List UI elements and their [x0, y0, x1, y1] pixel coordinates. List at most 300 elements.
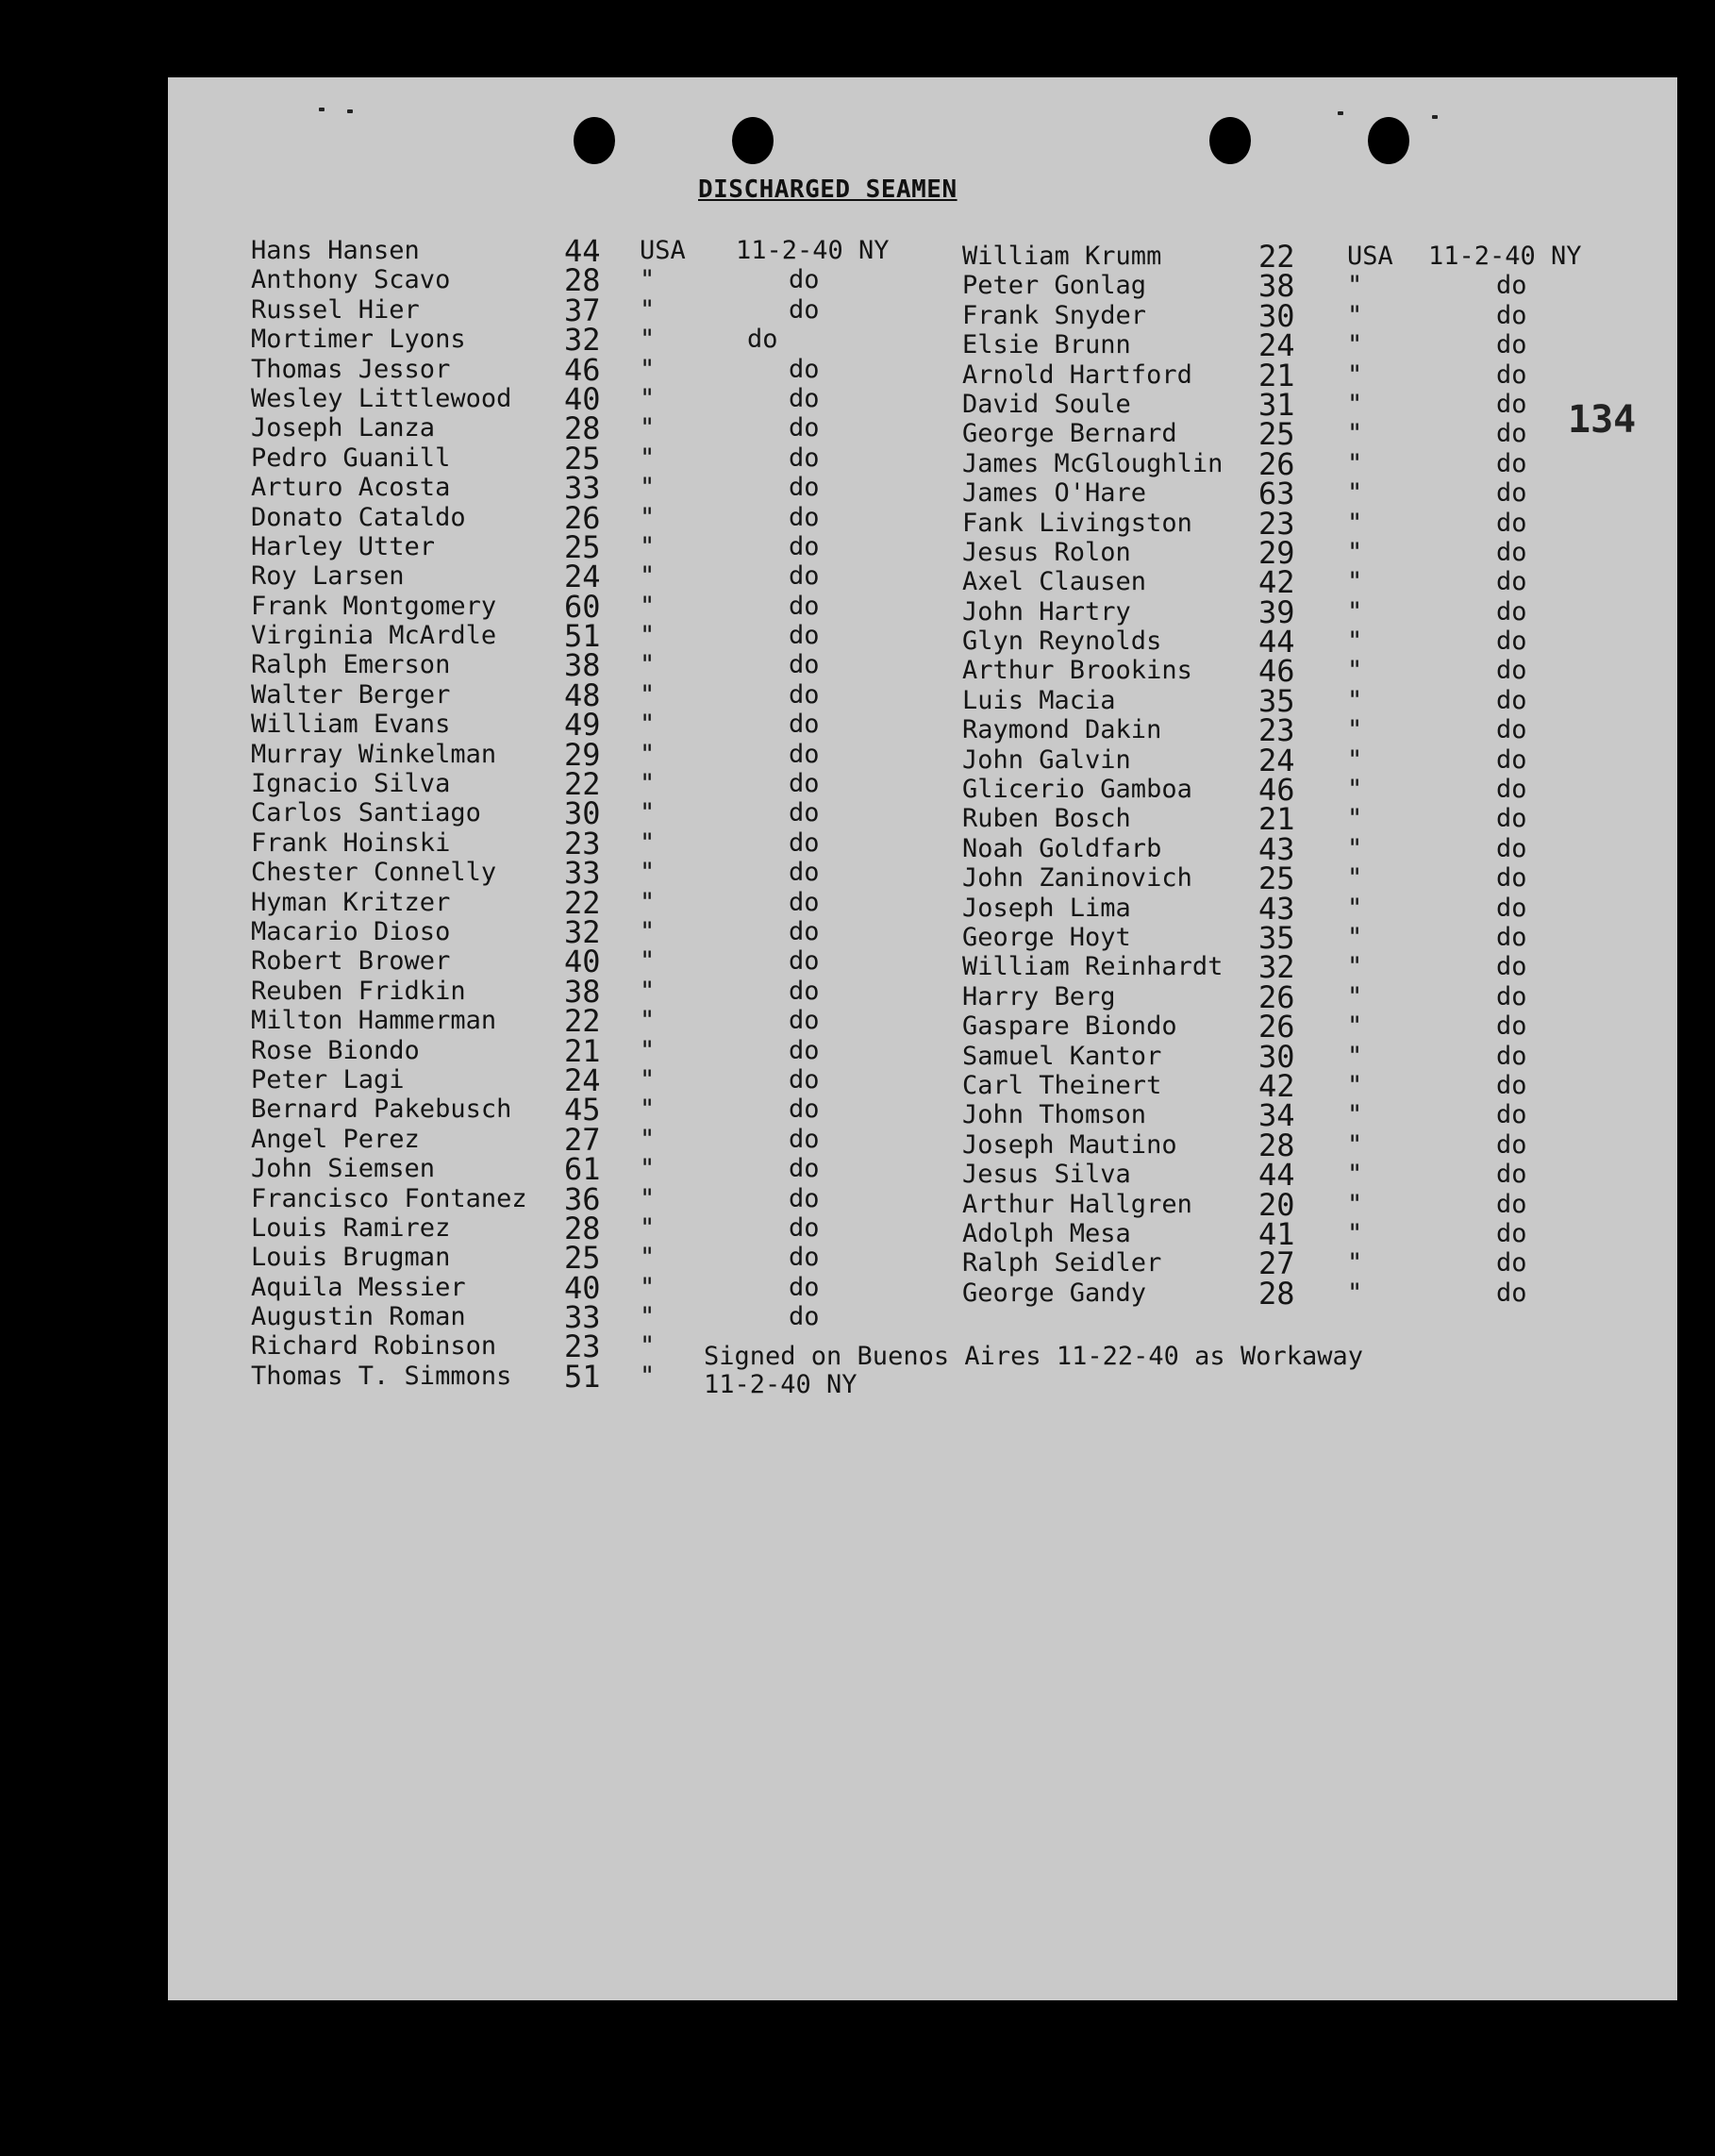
seaman-discharge: do	[1496, 627, 1527, 657]
seaman-row	[251, 499, 911, 536]
seaman-age: 26	[1258, 978, 1295, 1015]
seaman-discharge: do	[789, 383, 820, 413]
seaman-nationality: "	[1347, 744, 1363, 775]
seaman-discharge: 11-2-40 NY	[1428, 242, 1582, 271]
seaman-row	[251, 292, 911, 328]
seaman-name: Samuel Kantor	[962, 1041, 1162, 1071]
seaman-age: 20	[1258, 1186, 1295, 1223]
seaman-nationality: "	[1347, 1041, 1363, 1071]
seaman-nationality: "	[1347, 685, 1363, 715]
seaman-row	[251, 1269, 911, 1306]
seaman-name: Murray Winkelman	[251, 739, 497, 769]
seaman-row	[251, 559, 911, 595]
seaman-name: Gaspare Biondo	[962, 1011, 1177, 1042]
seaman-age: 63	[1258, 476, 1295, 512]
seaman-name: Hyman Kritzer	[251, 887, 451, 917]
left-seamen-list	[251, 233, 911, 1395]
seaman-row	[962, 505, 1660, 542]
seaman-name: Ignacio Silva	[251, 769, 451, 799]
seaman-row	[962, 1038, 1660, 1075]
seaman-nationality: "	[1347, 1011, 1363, 1042]
seaman-row	[251, 380, 911, 417]
seaman-nationality: "	[640, 354, 656, 384]
seaman-age: 28	[564, 262, 601, 299]
seaman-discharge: do	[789, 354, 820, 384]
page-number: 134	[1568, 398, 1637, 442]
seaman-age: 32	[564, 913, 601, 950]
seaman-nationality: "	[640, 591, 656, 621]
seaman-name: Ralph Emerson	[251, 650, 451, 680]
seaman-nationality: "	[1347, 508, 1363, 538]
seaman-age: 39	[1258, 593, 1295, 630]
seaman-row	[251, 795, 911, 832]
seaman-discharge: do	[1496, 508, 1527, 538]
seaman-row	[251, 825, 911, 861]
seaman-nationality: "	[640, 827, 656, 858]
seaman-age: 40	[564, 944, 601, 980]
seaman-row	[962, 564, 1660, 601]
seaman-row	[962, 1215, 1660, 1252]
seaman-discharge: do	[789, 502, 820, 532]
seaman-age: 37	[564, 292, 601, 328]
seaman-nationality: "	[1347, 922, 1363, 952]
seaman-row	[962, 534, 1660, 571]
punch-hole	[1368, 117, 1409, 164]
seaman-nationality: "	[1347, 893, 1363, 923]
seaman-nationality: "	[1347, 448, 1363, 478]
seaman-age: 24	[564, 559, 601, 595]
seaman-discharge: do	[747, 325, 778, 355]
seaman-name: Anthony Scavo	[251, 265, 451, 295]
seaman-discharge: do	[789, 946, 820, 977]
seaman-age: 43	[1258, 830, 1295, 867]
seaman-name: Arnold Hartford	[962, 359, 1192, 390]
seaman-name: John Thomson	[962, 1100, 1147, 1130]
seaman-discharge: do	[1496, 448, 1527, 478]
seaman-name: Chester Connelly	[251, 858, 497, 888]
seaman-discharge: do	[789, 679, 820, 710]
seaman-age: 34	[1258, 1097, 1295, 1134]
seaman-row	[962, 1097, 1660, 1134]
seaman-nationality: "	[640, 1302, 656, 1332]
document-title: DISCHARGED SEAMEN	[698, 175, 957, 204]
seaman-nationality: "	[640, 798, 656, 828]
seaman-name: Carl Theinert	[962, 1070, 1162, 1100]
seaman-discharge: do	[1496, 567, 1527, 597]
right-seamen-list	[962, 239, 1660, 1312]
seaman-discharge: do	[789, 650, 820, 680]
seaman-discharge: do	[1496, 744, 1527, 775]
seaman-age: 46	[1258, 772, 1295, 809]
seaman-name: John Hartry	[962, 596, 1131, 627]
seaman-discharge: do	[789, 413, 820, 443]
seaman-discharge: do	[789, 739, 820, 769]
seaman-nationality: "	[640, 473, 656, 503]
seaman-row	[251, 588, 911, 625]
seaman-name: Ruben Bosch	[962, 804, 1131, 834]
seaman-discharge: do	[789, 561, 820, 592]
seaman-age: 46	[1258, 653, 1295, 690]
seaman-row	[251, 944, 911, 980]
seaman-nationality: "	[640, 1095, 656, 1125]
seaman-nationality: "	[640, 1243, 656, 1273]
seaman-age: 25	[564, 440, 601, 476]
seaman-age: 60	[564, 588, 601, 625]
seaman-row	[962, 682, 1660, 719]
seaman-row	[251, 1061, 911, 1098]
seaman-row	[962, 919, 1660, 956]
seaman-name: John Siemsen	[251, 1154, 436, 1184]
seaman-nationality: "	[640, 650, 656, 680]
seaman-nationality: "	[1347, 271, 1363, 301]
seaman-nationality: "	[640, 1124, 656, 1154]
seaman-discharge: do	[1496, 330, 1527, 360]
workaway-date: 11-2-40 NY	[704, 1370, 858, 1399]
seaman-nationality: "	[1347, 1100, 1363, 1130]
seaman-nationality: "	[1347, 1248, 1363, 1279]
seaman-nationality: "	[640, 1154, 656, 1184]
seaman-nationality: "	[1347, 1160, 1363, 1190]
seaman-row	[962, 1157, 1660, 1194]
seaman-discharge: do	[1496, 1278, 1527, 1308]
seaman-discharge: do	[1496, 596, 1527, 627]
seaman-row	[962, 772, 1660, 809]
seaman-discharge: do	[1496, 359, 1527, 390]
seaman-age: 21	[1258, 801, 1295, 838]
seaman-discharge: do	[1496, 537, 1527, 567]
seaman-name: Joseph Mautino	[962, 1129, 1177, 1160]
seaman-nationality: "	[640, 1212, 656, 1243]
seaman-name: Joseph Lima	[962, 893, 1131, 923]
seaman-discharge: do	[789, 294, 820, 325]
seaman-age: 33	[564, 470, 601, 507]
seaman-name: Macario Dioso	[251, 916, 451, 946]
seaman-discharge: do	[789, 591, 820, 621]
seaman-age: 23	[564, 1329, 601, 1365]
seaman-name: Harry Berg	[962, 981, 1116, 1011]
seaman-name: Fank Livingston	[962, 508, 1192, 538]
seaman-nationality: "	[640, 887, 656, 917]
seaman-name: John Zaninovich	[962, 863, 1192, 894]
seaman-discharge: do	[1496, 1070, 1527, 1100]
seaman-name: Augustin Roman	[251, 1302, 466, 1332]
seaman-nationality: "	[640, 679, 656, 710]
seaman-name: Thomas Jessor	[251, 354, 451, 384]
seaman-discharge: do	[789, 1154, 820, 1184]
seaman-row	[251, 1299, 911, 1336]
seaman-age: 28	[564, 410, 601, 447]
seaman-age: 38	[564, 647, 601, 684]
seaman-name: Milton Hammerman	[251, 1006, 497, 1036]
seaman-discharge: do	[789, 827, 820, 858]
seaman-nationality: "	[640, 502, 656, 532]
seaman-age: 27	[564, 1121, 601, 1158]
seaman-row	[251, 1180, 911, 1217]
seaman-age: 32	[1258, 949, 1295, 986]
seaman-nationality: "	[1347, 419, 1363, 449]
seaman-name: Rose Biondo	[251, 1035, 420, 1065]
seaman-row	[251, 1210, 911, 1246]
seaman-row	[962, 1275, 1660, 1312]
seaman-nationality: "	[1347, 1070, 1363, 1100]
seaman-age: 33	[564, 855, 601, 892]
seaman-row	[251, 1003, 911, 1040]
seaman-age: 26	[1258, 1009, 1295, 1045]
seaman-age: 28	[564, 1210, 601, 1246]
seaman-name: George Bernard	[962, 419, 1177, 449]
seaman-name: Axel Clausen	[962, 567, 1147, 597]
seaman-discharge: do	[789, 858, 820, 888]
seaman-name: Hans Hansen	[251, 236, 420, 265]
seaman-row	[962, 239, 1660, 275]
seaman-discharge: do	[789, 621, 820, 651]
seaman-nationality: "	[640, 1006, 656, 1036]
seaman-age: 23	[564, 825, 601, 861]
seaman-nationality: "	[1347, 715, 1363, 745]
seaman-age: 44	[1258, 624, 1295, 660]
seaman-discharge: do	[1496, 1218, 1527, 1248]
seaman-row	[251, 1121, 911, 1158]
seaman-row	[962, 624, 1660, 660]
seaman-name: Jesus Silva	[962, 1160, 1131, 1190]
seaman-name: Peter Gonlag	[962, 271, 1147, 301]
seaman-discharge: do	[1496, 804, 1527, 834]
seaman-name: William Reinhardt	[962, 952, 1224, 982]
seaman-row	[251, 913, 911, 950]
seaman-discharge: do	[1496, 863, 1527, 894]
seaman-row	[251, 677, 911, 713]
seaman-nationality: "	[1347, 1218, 1363, 1248]
seaman-discharge: do	[1496, 833, 1527, 863]
seaman-discharge: do	[1496, 685, 1527, 715]
seaman-discharge: do	[1496, 1100, 1527, 1130]
seaman-nationality: "	[1347, 478, 1363, 509]
seaman-age: 22	[564, 884, 601, 921]
seaman-discharge: do	[1496, 715, 1527, 745]
seaman-nationality: "	[640, 383, 656, 413]
seaman-row	[251, 262, 911, 299]
seaman-nationality: "	[1347, 596, 1363, 627]
seaman-discharge: do	[789, 1183, 820, 1213]
ink-speck	[1338, 111, 1343, 115]
seaman-age: 48	[564, 677, 601, 713]
seaman-name: Angel Perez	[251, 1124, 420, 1154]
seaman-discharge: do	[789, 1243, 820, 1273]
seaman-nationality: "	[640, 443, 656, 473]
seaman-discharge: 11-2-40 NY	[736, 236, 890, 265]
seaman-discharge: do	[789, 1302, 820, 1332]
seaman-nationality: "	[640, 294, 656, 325]
seaman-discharge: do	[1496, 1011, 1527, 1042]
seaman-nationality: "	[640, 858, 656, 888]
seaman-age: 24	[564, 1061, 601, 1098]
seaman-nationality: "	[1347, 656, 1363, 686]
seaman-age: 40	[564, 1269, 601, 1306]
seaman-name: Noah Goldfarb	[962, 833, 1162, 863]
seaman-nationality: "	[1347, 833, 1363, 863]
seaman-name: Frank Hoinski	[251, 827, 451, 858]
seaman-name: Wesley Littlewood	[251, 383, 512, 413]
seaman-nationality: "	[640, 1064, 656, 1095]
seaman-discharge: do	[1496, 981, 1527, 1011]
seaman-age: 23	[1258, 505, 1295, 542]
seaman-age: 42	[1258, 564, 1295, 601]
seaman-name: Louis Ramirez	[251, 1212, 451, 1243]
seaman-nationality: USA	[1347, 242, 1393, 271]
seaman-row	[251, 440, 911, 476]
seaman-row	[962, 593, 1660, 630]
seaman-row	[251, 1151, 911, 1188]
seaman-name: Arthur Brookins	[962, 656, 1192, 686]
seaman-nationality: "	[1347, 863, 1363, 894]
seaman-name: William Evans	[251, 710, 451, 740]
seaman-nationality: "	[1347, 952, 1363, 982]
seaman-nationality: "	[1347, 300, 1363, 330]
seaman-age: 28	[1258, 1127, 1295, 1163]
seaman-row	[962, 830, 1660, 867]
seaman-age: 38	[1258, 268, 1295, 305]
seaman-name: Jesus Rolon	[962, 537, 1131, 567]
seaman-row	[962, 1127, 1660, 1163]
seaman-nationality: "	[640, 1272, 656, 1302]
seaman-discharge: do	[789, 265, 820, 295]
seaman-name: Richard Robinson	[251, 1331, 497, 1362]
seaman-discharge: do	[1496, 478, 1527, 509]
seaman-age: 21	[1258, 357, 1295, 393]
seaman-nationality: "	[1347, 359, 1363, 390]
seaman-age: 22	[564, 1003, 601, 1040]
seaman-row	[251, 322, 911, 359]
seaman-age: 36	[564, 1180, 601, 1217]
seaman-nationality: "	[640, 413, 656, 443]
seaman-name: Arturo Acosta	[251, 473, 451, 503]
seaman-age: 30	[1258, 297, 1295, 334]
seaman-name: Peter Lagi	[251, 1064, 405, 1095]
seaman-name: Reuben Fridkin	[251, 976, 466, 1006]
seaman-nationality: "	[640, 325, 656, 355]
punch-hole	[1209, 117, 1251, 164]
seaman-discharge: do	[1496, 1129, 1527, 1160]
seaman-discharge: do	[789, 976, 820, 1006]
seaman-name: Russel Hier	[251, 294, 420, 325]
seaman-nationality: "	[640, 621, 656, 651]
seaman-name: Raymond Dakin	[962, 715, 1162, 745]
seaman-discharge: do	[789, 1124, 820, 1154]
seaman-name: Carlos Santiago	[251, 798, 481, 828]
seaman-name: George Gandy	[962, 1278, 1147, 1308]
seaman-discharge: do	[789, 1212, 820, 1243]
seaman-row	[962, 890, 1660, 927]
seaman-age: 29	[1258, 534, 1295, 571]
seaman-row	[962, 445, 1660, 482]
seaman-name: Frank Snyder	[962, 300, 1147, 330]
seaman-name: Joseph Lanza	[251, 413, 436, 443]
seaman-row	[251, 351, 911, 388]
seaman-row	[251, 647, 911, 684]
seaman-row	[251, 736, 911, 773]
seaman-nationality: "	[1347, 537, 1363, 567]
seaman-row	[251, 618, 911, 655]
seaman-name: Francisco Fontanez	[251, 1183, 527, 1213]
seaman-nationality: "	[640, 1361, 656, 1391]
seaman-discharge: do	[1496, 952, 1527, 982]
seaman-age: 31	[1258, 386, 1295, 423]
seaman-discharge: do	[1496, 389, 1527, 419]
seaman-row	[251, 973, 911, 1010]
seaman-discharge: do	[789, 769, 820, 799]
seaman-nationality: "	[1347, 1278, 1363, 1308]
seaman-name: Robert Brower	[251, 946, 451, 977]
seaman-age: 28	[1258, 1275, 1295, 1312]
seaman-discharge: do	[789, 1272, 820, 1302]
seaman-age: 51	[564, 618, 601, 655]
seaman-name: Louis Brugman	[251, 1243, 451, 1273]
seaman-row	[251, 410, 911, 447]
seaman-name: Ralph Seidler	[962, 1248, 1162, 1279]
seaman-nationality: "	[1347, 981, 1363, 1011]
seaman-age: 49	[564, 707, 601, 744]
seaman-age: 38	[564, 973, 601, 1010]
seaman-discharge: do	[789, 443, 820, 473]
seaman-row	[251, 855, 911, 892]
seaman-nationality: "	[640, 976, 656, 1006]
seaman-row	[251, 766, 911, 803]
seaman-row	[962, 801, 1660, 838]
seaman-name: Glyn Reynolds	[962, 627, 1162, 657]
seaman-row	[962, 742, 1660, 778]
seaman-age: 25	[1258, 416, 1295, 453]
ink-speck	[347, 109, 353, 113]
ink-speck	[319, 108, 325, 111]
seaman-nationality: "	[640, 710, 656, 740]
seaman-nationality: "	[640, 265, 656, 295]
seaman-nationality: "	[1347, 389, 1363, 419]
seaman-discharge: do	[1496, 1160, 1527, 1190]
document-page	[168, 77, 1677, 2000]
seaman-name: Bernard Pakebusch	[251, 1095, 512, 1125]
seaman-nationality: "	[640, 946, 656, 977]
seaman-discharge: do	[789, 1035, 820, 1065]
seaman-row	[251, 1032, 911, 1069]
seaman-discharge: do	[789, 1064, 820, 1095]
seaman-row	[251, 1240, 911, 1277]
seaman-age: 40	[564, 380, 601, 417]
seaman-name: Adolph Mesa	[962, 1218, 1131, 1248]
seaman-age: 43	[1258, 890, 1295, 927]
seaman-name: Arthur Hallgren	[962, 1189, 1192, 1219]
seaman-row	[251, 1092, 911, 1128]
seaman-discharge: do	[1496, 775, 1527, 805]
seaman-age: 27	[1258, 1245, 1295, 1282]
seaman-name: Pedro Guanill	[251, 443, 451, 473]
seaman-discharge: do	[789, 710, 820, 740]
seaman-age: 26	[564, 499, 601, 536]
seaman-discharge: do	[1496, 893, 1527, 923]
seaman-discharge: do	[1496, 1189, 1527, 1219]
seaman-name: Mortimer Lyons	[251, 325, 466, 355]
seaman-name: Donato Cataldo	[251, 502, 466, 532]
seaman-discharge: do	[789, 531, 820, 561]
seaman-age: 44	[564, 233, 601, 269]
seaman-age: 51	[564, 1358, 601, 1395]
seaman-age: 35	[1258, 682, 1295, 719]
seaman-age: 61	[564, 1151, 601, 1188]
seaman-age: 22	[1258, 239, 1295, 275]
seaman-age: 41	[1258, 1215, 1295, 1252]
seaman-row	[251, 528, 911, 565]
seaman-row	[962, 327, 1660, 364]
seaman-discharge: do	[789, 1006, 820, 1036]
